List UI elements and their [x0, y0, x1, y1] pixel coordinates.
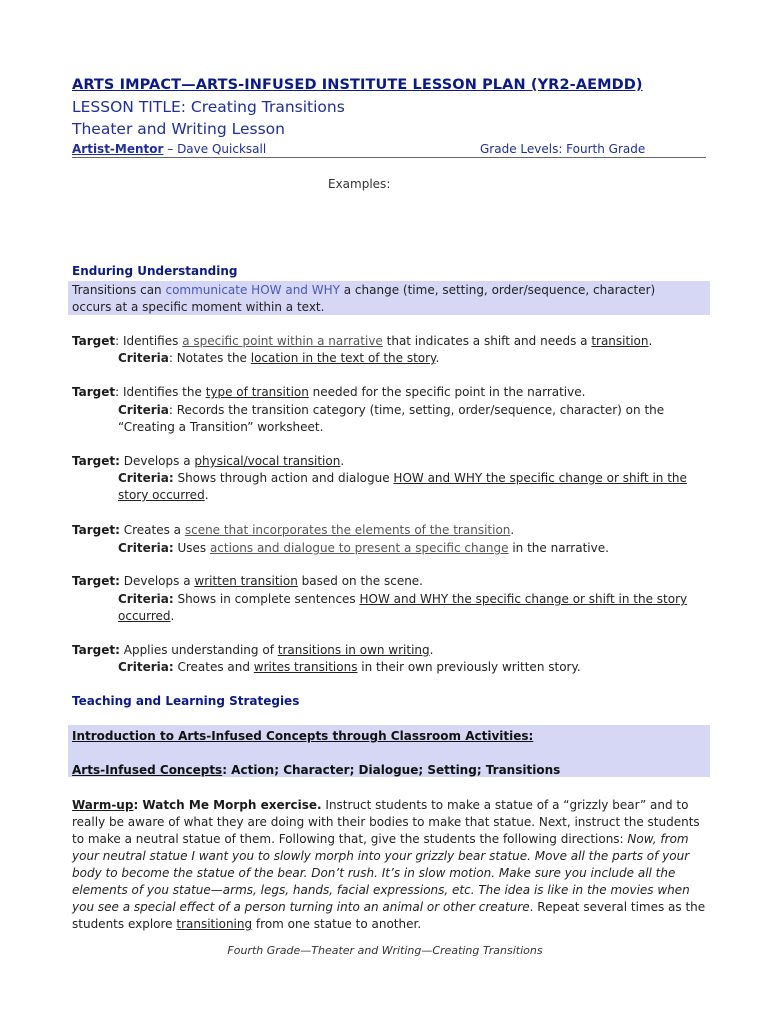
target-4: Target: Creates a scene that incorporates the elements of the transition.	[72, 523, 515, 537]
main-title: ARTS IMPACT—ARTS-INFUSED INSTITUTE LESSON PLAN (YR2-AEMDD)	[72, 77, 643, 93]
grade-levels: Grade Levels: Fourth Grade	[480, 142, 646, 156]
target-3: Target: Develops a physical/vocal transition.	[72, 454, 345, 468]
criteria-3: Criteria: Shows through action and dialogue HOW and WHY the specific change or shift in the story occurred.	[118, 471, 687, 502]
intro-heading: Introduction to Arts-Infused Concepts through Classroom Activities:	[72, 729, 534, 743]
transitioning-term: transitioning	[176, 917, 253, 931]
criteria-1: Criteria: Notates the location in the text of the story.	[118, 351, 440, 365]
criteria-6: Criteria: Creates and writes transitions in their own previously written story.	[118, 660, 581, 674]
target-5: Target: Develops a written transition based on the scene.	[72, 574, 423, 588]
artist-mentor-name: – Dave Quicksall	[163, 142, 267, 156]
strategies-heading: Teaching and Learning Strategies	[72, 694, 300, 708]
target-1: Target: Identifies a specific point within a narrative that indicates a shift and needs a transition.	[72, 334, 653, 348]
enduring-highlight-phrase: communicate HOW and WHY	[165, 283, 340, 297]
page-footer: Fourth Grade—Theater and Writing—Creating Transitions	[227, 944, 543, 957]
artist-mentor-label: Artist-Mentor	[72, 142, 164, 156]
warmup-paragraph: Warm-up: Watch Me Morph exercise. Instruct students to make a statue of a “grizzly bear” and to really be aware of what they are doing with their bodies to make that statue. Next, instruct the students to make a neutral statue of them. Following that, give the students the following directions: Now, from your neutral statue I want you to slowly morph into your grizzly bear statue. Move all the parts of your body to become the statue of the bear. Don’t rush. It’s in slow motion. Make sure you include all the elements of you statue—arms, legs, hands, facial expressions, etc. The idea is like in the movies when you see a special effect of a person turning into an animal or other creature. Repeat several times as the students explore transitioning from one statue to another.	[72, 798, 706, 931]
target-6: Target: Applies understanding of transitions in own writing.	[72, 643, 434, 657]
examples-label: Examples:	[328, 177, 391, 191]
warmup-directions: Now, from your neutral statue I want you to slowly morph into your grizzly bear statue. Move all the parts of your body to become the statue of the bear. Don’t rush. It’s in slow motion. Make sure you include all the elements of you statue—arms, legs, hands, facial expressions, etc. The idea is like in the movies when you see a special effect of a person turning into an animal or other creature	[72, 832, 690, 914]
warmup-title: : Watch Me Morph exercise.	[133, 798, 322, 812]
target-2: Target: Identifies the type of transition needed for the specific point in the narrative.	[72, 385, 586, 399]
lesson-title: LESSON TITLE: Creating Transitions	[72, 98, 345, 116]
criteria-5: Criteria: Shows in complete sentences HOW and WHY the specific change or shift in the story occurred.	[118, 592, 688, 623]
enduring-understanding-text: Transitions can communicate HOW and WHY a change (time, setting, order/sequence, character) occurs at a specific moment within a text.	[72, 283, 656, 314]
criteria-4: Criteria: Uses actions and dialogue to present a specific change in the narrative.	[118, 541, 609, 555]
criteria-2: Criteria: Records the transition category (time, setting, order/sequence, character) on the “Creating a Transition” worksheet.	[118, 403, 665, 434]
lesson-subtitle: Theater and Writing Lesson	[72, 120, 285, 138]
artist-mentor-line	[72, 142, 706, 158]
arts-infused-concepts: Arts-Infused Concepts: Action; Character; Dialogue; Setting; Transitions	[72, 763, 561, 777]
enduring-understanding-heading: Enduring Understanding	[72, 264, 238, 278]
warmup-label: Warm-up	[72, 798, 134, 812]
